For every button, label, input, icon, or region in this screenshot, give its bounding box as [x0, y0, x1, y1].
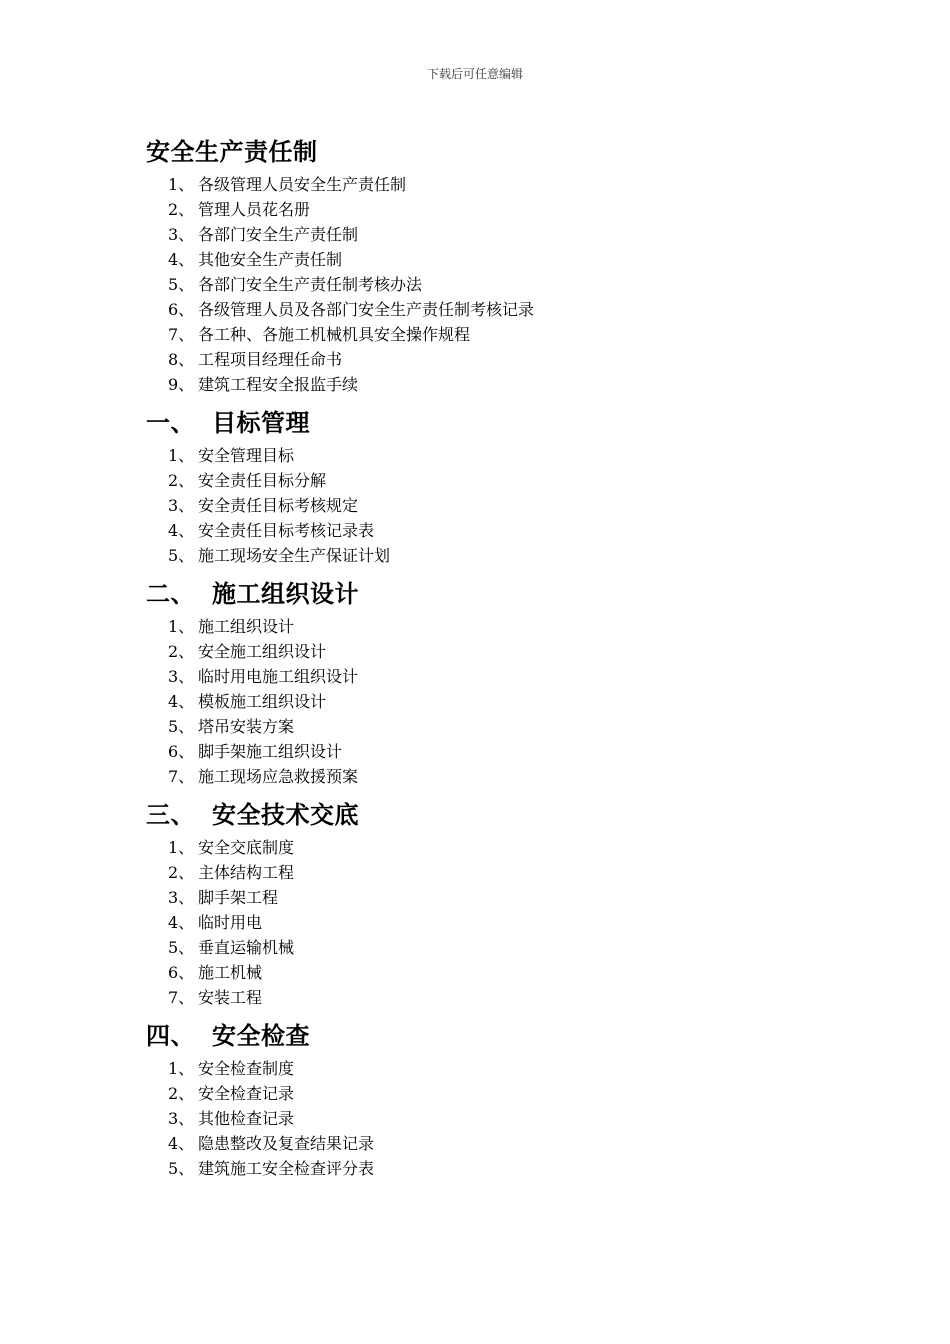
list-item [146, 739, 846, 764]
item-text: 临时用电施工组织设计 [198, 667, 359, 686]
item-text: 安装工程 [198, 988, 263, 1007]
item-text: 脚手架施工组织设计 [198, 742, 343, 761]
item-text: 管理人员花名册 [198, 200, 311, 219]
item-number: 4、 [168, 913, 195, 932]
list-item [146, 764, 846, 789]
list-item [146, 985, 846, 1010]
item-number: 9、 [168, 375, 195, 394]
section-title: 安全技术交底 [212, 800, 359, 829]
section-heading [146, 130, 846, 168]
item-number: 3、 [168, 667, 195, 686]
list-item [146, 1156, 846, 1181]
item-text: 安全检查记录 [198, 1084, 295, 1103]
item-number: 5、 [168, 546, 195, 565]
list-item [146, 1106, 846, 1131]
item-list [146, 443, 846, 568]
list-item [146, 960, 846, 985]
item-number: 4、 [168, 692, 195, 711]
item-text: 各级管理人员安全生产责任制 [198, 175, 407, 194]
item-number: 4、 [168, 1134, 195, 1153]
item-text: 建筑施工安全检查评分表 [198, 1159, 375, 1178]
item-number: 3、 [168, 225, 195, 244]
list-item [146, 222, 846, 247]
list-item [146, 935, 846, 960]
item-text: 安全责任目标考核规定 [198, 496, 359, 515]
item-number: 2、 [168, 1084, 195, 1103]
item-number: 7、 [168, 767, 195, 786]
section-number: 四、 [146, 1021, 195, 1050]
list-item [146, 272, 846, 297]
item-text: 模板施工组织设计 [198, 692, 327, 711]
section-target-management [146, 401, 846, 568]
section-heading [146, 793, 846, 831]
list-item [146, 543, 846, 568]
item-number: 2、 [168, 471, 195, 490]
item-text: 主体结构工程 [198, 863, 295, 882]
list-item [146, 347, 846, 372]
item-number: 5、 [168, 1159, 195, 1178]
item-number: 7、 [168, 988, 195, 1007]
item-text: 垂直运输机械 [198, 938, 295, 957]
section-title: 安全检查 [212, 1021, 310, 1050]
item-list [146, 835, 846, 1010]
list-item [146, 639, 846, 664]
section-safety-disclosure [146, 793, 846, 1010]
item-text: 安全责任目标分解 [198, 471, 327, 490]
list-item [146, 247, 846, 272]
list-item [146, 835, 846, 860]
item-text: 安全责任目标考核记录表 [198, 521, 375, 540]
item-number: 5、 [168, 938, 195, 957]
item-list [146, 614, 846, 789]
item-text: 安全施工组织设计 [198, 642, 327, 661]
list-item [146, 297, 846, 322]
item-text: 施工现场应急救援预案 [198, 767, 359, 786]
item-number: 4、 [168, 250, 195, 269]
item-text: 隐患整改及复查结果记录 [198, 1134, 375, 1153]
item-text: 安全管理目标 [198, 446, 295, 465]
list-item [146, 322, 846, 347]
list-item [146, 197, 846, 222]
section-safety-responsibility [146, 130, 846, 397]
item-number: 2、 [168, 200, 195, 219]
item-text: 其他检查记录 [198, 1109, 295, 1128]
section-title: 施工组织设计 [212, 579, 359, 608]
item-number: 6、 [168, 300, 195, 319]
section-safety-inspection [146, 1014, 846, 1181]
list-item [146, 1131, 846, 1156]
document-body [146, 130, 846, 1185]
item-text: 脚手架工程 [198, 888, 279, 907]
section-number: 三、 [146, 800, 195, 829]
item-text: 施工机械 [198, 963, 263, 982]
item-text: 安全检查制度 [198, 1059, 295, 1078]
item-text: 安全交底制度 [198, 838, 295, 857]
list-item [146, 468, 846, 493]
item-number: 1、 [168, 838, 195, 857]
item-text: 工程项目经理任命书 [198, 350, 343, 369]
list-item [146, 614, 846, 639]
section-heading [146, 572, 846, 610]
section-number: 一、 [146, 408, 195, 437]
list-item [146, 1056, 846, 1081]
list-item [146, 689, 846, 714]
item-text: 建筑工程安全报监手续 [198, 375, 359, 394]
list-item [146, 443, 846, 468]
section-number: 二、 [146, 579, 195, 608]
list-item [146, 714, 846, 739]
item-number: 4、 [168, 521, 195, 540]
list-item [146, 172, 846, 197]
section-construction-design [146, 572, 846, 789]
section-heading [146, 401, 846, 439]
list-item [146, 885, 846, 910]
list-item [146, 860, 846, 885]
item-number: 1、 [168, 175, 195, 194]
item-number: 6、 [168, 742, 195, 761]
item-text: 塔吊安装方案 [198, 717, 295, 736]
section-title: 目标管理 [212, 408, 310, 437]
list-item [146, 664, 846, 689]
item-number: 2、 [168, 863, 195, 882]
list-item [146, 493, 846, 518]
section-title: 安全生产责任制 [146, 137, 318, 166]
item-number: 8、 [168, 350, 195, 369]
item-text: 各工种、各施工机械机具安全操作规程 [198, 325, 471, 344]
item-number: 7、 [168, 325, 195, 344]
item-number: 1、 [168, 1059, 195, 1078]
section-heading [146, 1014, 846, 1052]
item-number: 3、 [168, 888, 195, 907]
item-number: 3、 [168, 496, 195, 515]
item-number: 5、 [168, 717, 195, 736]
item-text: 各级管理人员及各部门安全生产责任制考核记录 [198, 300, 535, 319]
item-text: 施工现场安全生产保证计划 [198, 546, 391, 565]
item-number: 1、 [168, 446, 195, 465]
list-item [146, 910, 846, 935]
item-text: 各部门安全生产责任制 [198, 225, 359, 244]
item-list [146, 1056, 846, 1181]
item-number: 6、 [168, 963, 195, 982]
list-item [146, 518, 846, 543]
item-list [146, 172, 846, 397]
item-text: 各部门安全生产责任制考核办法 [198, 275, 423, 294]
list-item [146, 372, 846, 397]
item-text: 施工组织设计 [198, 617, 295, 636]
item-number: 3、 [168, 1109, 195, 1128]
list-item [146, 1081, 846, 1106]
item-number: 2、 [168, 642, 195, 661]
item-text: 临时用电 [198, 913, 263, 932]
page-header-note: 下载后可任意编辑 [426, 67, 523, 81]
item-number: 1、 [168, 617, 195, 636]
item-text: 其他安全生产责任制 [198, 250, 343, 269]
item-number: 5、 [168, 275, 195, 294]
